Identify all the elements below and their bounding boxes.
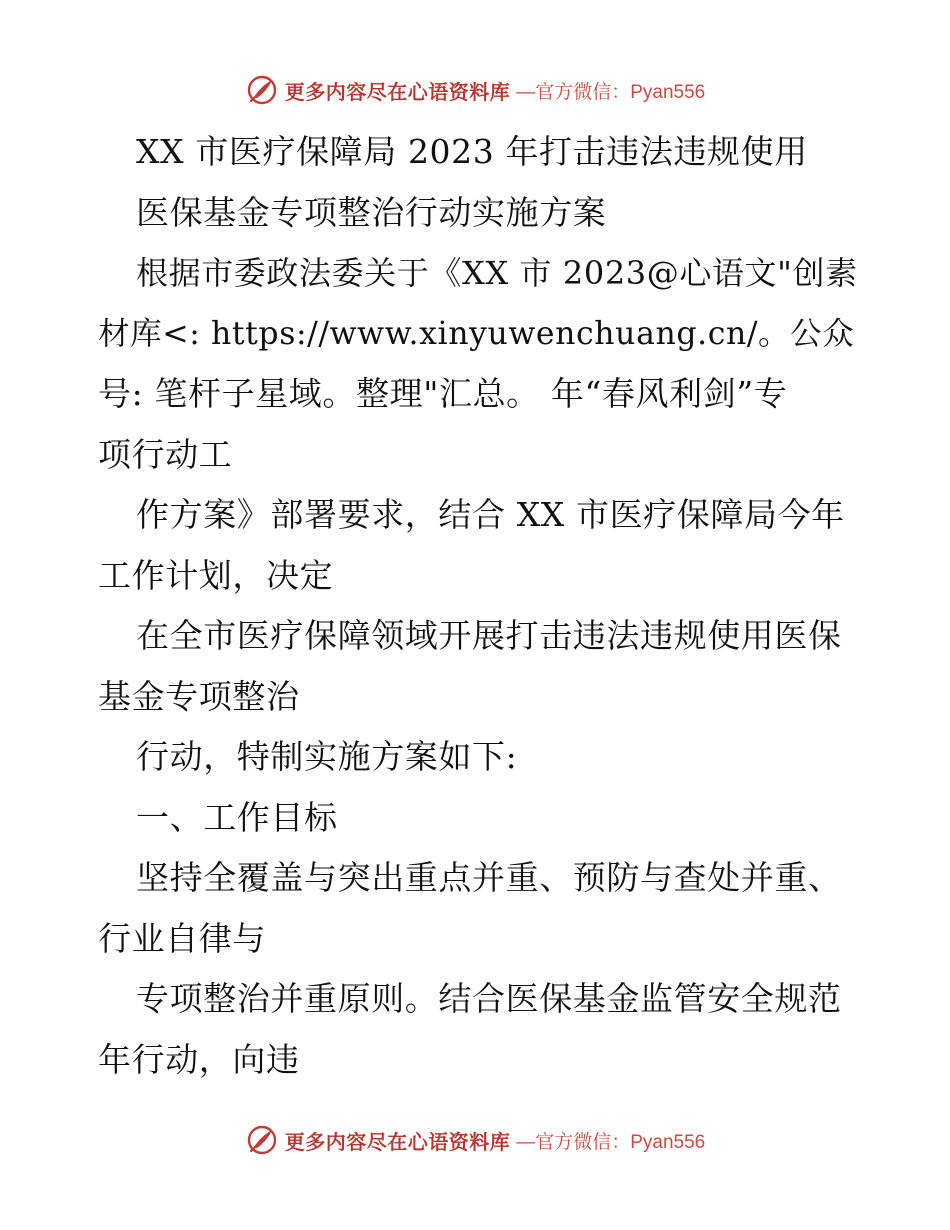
doc-line: XX 市医疗保障局 2023 年打击违法违规使用 [136, 132, 808, 171]
doc-line: 行动，特制实施方案如下: [136, 737, 518, 776]
doc-line: 年行动，向违 [98, 1039, 300, 1079]
doc-line: 作方案》部署要求，结合 XX 市医疗保障局今年 [136, 495, 845, 534]
doc-line: 坚持全覆盖与突出重点并重、预防与查处并重、 [136, 858, 842, 897]
doc-line: 项行动工 [98, 434, 233, 474]
doc-line: 在全市医疗保障领域开展打击违法违规使用医保 [136, 616, 842, 655]
doc-line: 一、工作目标 [136, 797, 338, 837]
doc-line: 号: 笔杆子星域。整理"汇总。 年“春风利剑”专 [98, 374, 788, 413]
doc-line: 医保基金专项整治行动实施方案 [136, 192, 607, 232]
banner-wechat-text: —官方微信：Pyan556 [516, 1131, 706, 1153]
banner-wechat-text: —官方微信：Pyan556 [516, 81, 706, 103]
doc-line: 专项整治并重原则。结合医保基金监管安全规范 [136, 979, 842, 1018]
doc-line: 工作计划，决定 [98, 555, 334, 595]
doc-line: 基金专项整治 [98, 676, 300, 716]
doc-line: 根据市委政法委关于《XX 市 2023@心语文"创素 [136, 254, 858, 292]
banner-main-text: 更多内容尽在心语资料库 [284, 79, 511, 104]
document-body [98, 122, 858, 1090]
header-banner [0, 70, 950, 110]
footer-banner [0, 1120, 950, 1160]
banner-main-text: 更多内容尽在心语资料库 [284, 1129, 511, 1154]
doc-line: 行业自律与 [98, 918, 266, 958]
quill-logo-icon [245, 1123, 279, 1157]
quill-logo-icon [245, 73, 279, 107]
doc-line: 材库<: https://www.xinyuwenchuang.cn/。公众 [98, 315, 855, 352]
